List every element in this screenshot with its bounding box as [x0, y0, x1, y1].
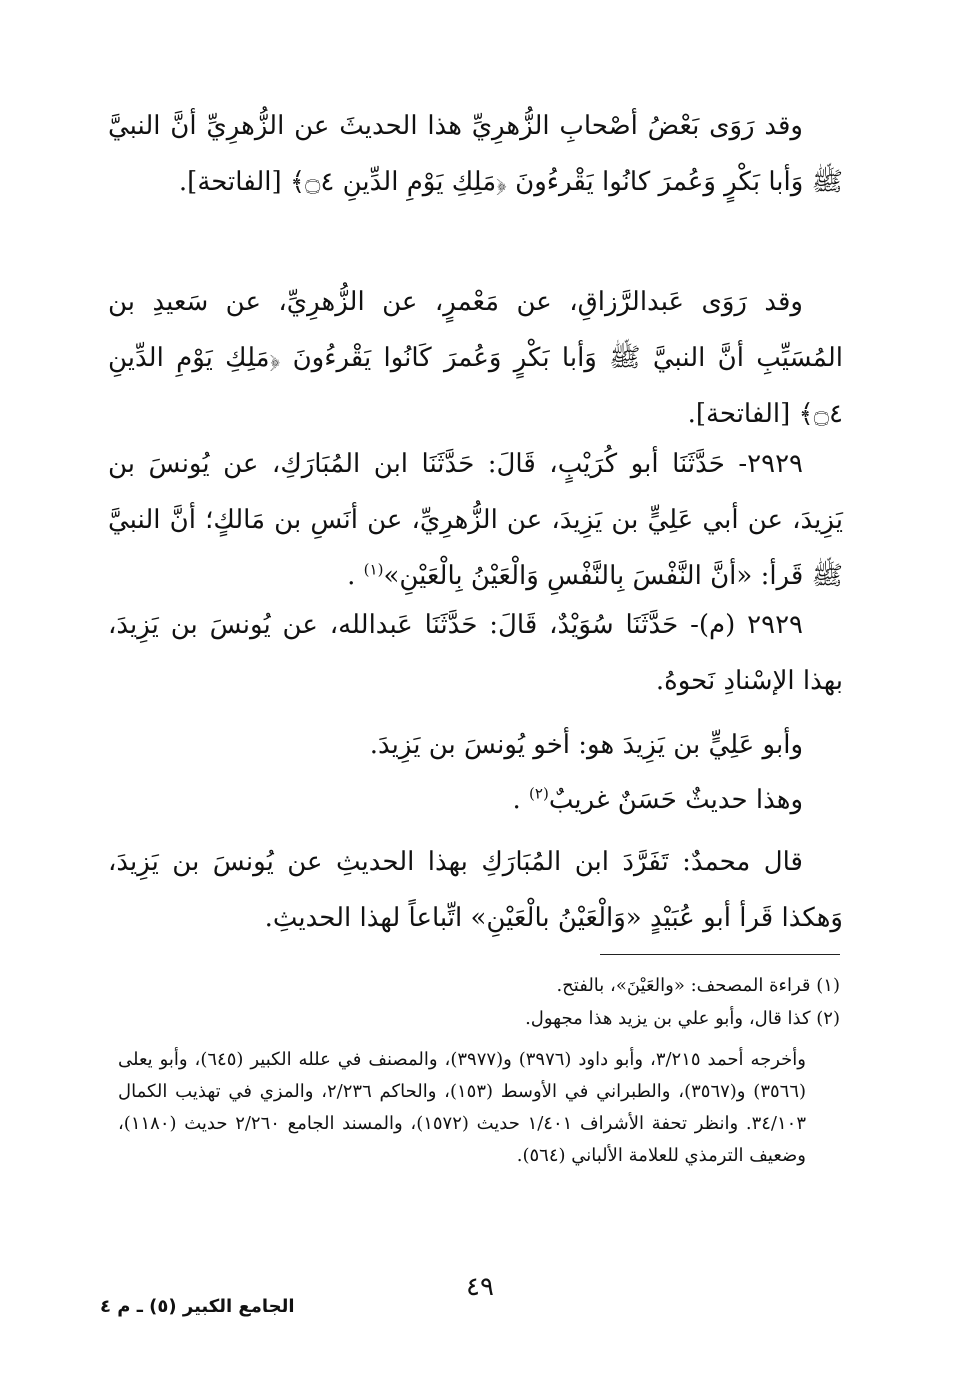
- hadith-2929-text: ٢٩٢٩- حَدَّثَنَا أبو كُرَيْبٍ، قَالَ: حَدَّثَنَا ابن المُبَارَكِ، عن يُونسَ بن يَزِيدَ، عن أبي عَلِيٍّ بن يَزِيدَ، عن الزُّهرِيِّ، عن أنَسِ بن مَالكٍ؛ أنَّ النبيَّ ﷺ قَرأ: «أنَّ النَّفْسَ بِالنَّفْسِ وَالْعَيْنُ بِالْعَيْنِ»: [108, 449, 843, 591]
- paragraph-abdulrazzaq: وقد رَوَى عَبدالرَّزاقِ، عن مَعْمرٍ، عن الزُّهرِيِّ، عن سَعيدِ بن المُسَيِّبِ أنَّ النبيَّ ﷺ وَأبا بَكْرٍ وَعُمرَ كَانُوا يَقْرءُونَ ﴿مَلِكِ يَوْمِ الدِّينِ ۝٤﴾ [الفاتحة].: [108, 287, 843, 429]
- hadith-2929-end: .: [347, 561, 364, 591]
- paragraph-muhammad-comment: قال محمدٌ: تَفَرَّدَ ابن المُبَارَكِ بهذا الحديثِ عن يُونسَ بن يَزِيدَ، وَهكذا قَرأ أبو عُبَيْدٍ «وَالْعَيْنُ بالْعَيْنِ» اتِّباعاً لهذا الحديثِ.: [108, 847, 843, 933]
- book-signature: الجامع الكبير (٥) ـ م ٤: [100, 1296, 295, 1317]
- paragraph-zuhri-companions: وقد رَوَى بَعْضُ أصْحابِ الزُّهرِيِّ هذا الحديثَ عن الزُّهرِيِّ أنَّ النبيَّ ﷺ وَأبا بَكْرٍ وَعُمرَ كانُوا يَقْرءُونَ ﴿مَلِكِ يَوْمِ الدِّينِ ۝٤﴾ [الفاتحة].: [108, 111, 843, 197]
- paragraph-hadith-2929-m: ٢٩٢٩ (م)- حَدَّثَنَا سُوَيْدٌ، قَالَ: حَدَّثَنَا عَبدالله، عن يُونسَ بن يَزِيدَ، بهذا الإسْنادِ نَحوهُ.: [108, 610, 843, 696]
- page-number: ٤٩: [466, 1272, 494, 1302]
- footnote-2: (٢) كذا قال، وأبو علي بن يزيد هذا مجهول.: [525, 1008, 840, 1029]
- footnote-ref-1: (١): [363, 560, 384, 579]
- paragraph-abu-ali: وأبو عَلِيٍّ بن يَزِيدَ هو: أخو يُونسَ بن يَزِيدَ.: [369, 730, 803, 760]
- grading-text: وهذا حديثٌ حَسَنٌ غريبٌ: [548, 785, 803, 815]
- paragraph-grading: [108, 772, 843, 828]
- footnote-2-continuation: وأخرجه أحمد ٣/٢١٥، وأبو داود (٣٩٧٦) و(٣٩٧٧)، والمصنف في علله الكبير (٦٤٥)، وأبو يعلى (٣٥٦٦) و(٣٥٦٧)، والطبراني في الأوسط (١٥٣)، والحاكم ٢/٢٣٦، والمزي في تهذيب الكمال ٣٤/١٠٣. وانظر تحفة الأشراف ١/٤٠١ حديث (١٥٧٢)، والمسند الجامع ٢/٢٦٠ حديث (١١٨٠)، وضعيف الترمذي للعلامة الألباني (٥٦٤).: [118, 1049, 807, 1166]
- footnote-divider: [600, 954, 840, 955]
- grading-end: .: [512, 785, 530, 815]
- paragraph-hadith-2929: [108, 436, 843, 604]
- footnote-1: (١) قراءة المصحف: «والعَيْنَ»، بالفتح.: [556, 975, 840, 996]
- footnote-ref-2: (٢): [529, 784, 549, 803]
